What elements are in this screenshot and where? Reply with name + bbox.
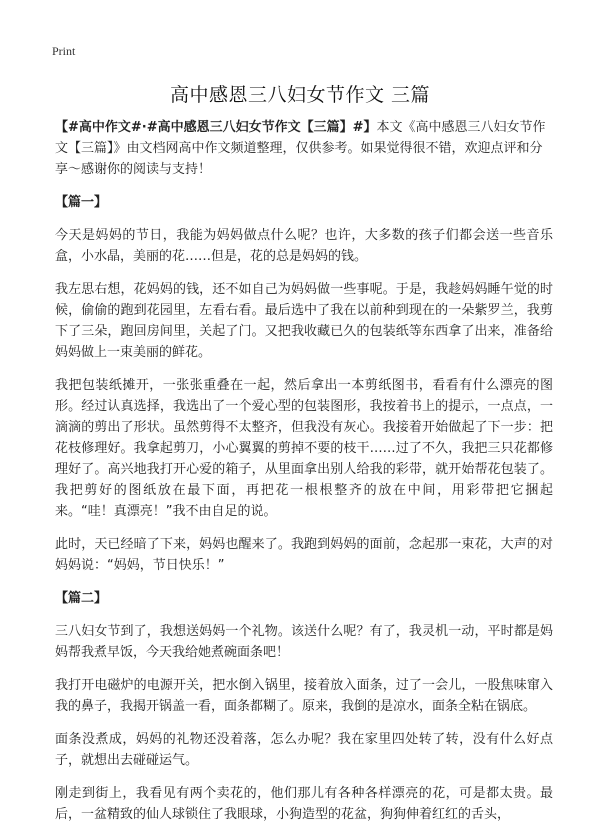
paragraph: 此时，天已经暗了下来，妈妈也醒来了。我跑到妈妈的面前，念起那一束花，大声的对妈妈说：“妈妈，节日快乐！” (55, 537, 553, 573)
paragraph: 三八妇女节到了，我想送妈妈一个礼物。该送什么呢？有了，我灵机一动，平时都是妈妈帮我煮早饭，今天我给她煮碗面条吧！ (55, 624, 553, 660)
document-title: 高中感恩三八妇女节作文 三篇 (169, 84, 431, 106)
paragraph: 我左思右想，花妈妈的钱，还不如自己为妈妈做一些事呢。于是，我趁妈妈睡午觉的时候，偷偷的跑到花园里，左看右看。最后选中了我在以前种到现在的一朵紫罗兰，我剪下了三朵，跑回房间里，关起了门。又把我收藏已久的包装纸等东西拿了出来，准备给妈妈做上一束美丽的鲜花。 (55, 282, 553, 360)
paragraph: 面条没煮成，妈妈的礼物还没着落，怎么办呢？我在家里四处转了转，没有什么好点子，就想出去碰碰运气。 (55, 732, 553, 768)
print-link[interactable]: Print (52, 44, 76, 58)
section-heading-2: 【篇二】 (55, 591, 108, 606)
paragraph: 我打开电磁炉的电源开关，把水倒入锅里，接着放入面条，过了一会儿，一股焦味窜入我的鼻子，我揭开锅盖一看，面条都糊了。原来，我倒的是凉水，面条全粘在锅底。 (55, 678, 553, 714)
intro-paragraph (55, 117, 553, 180)
paragraph: 今天是妈妈的节日，我能为妈妈做点什么呢？也许，大多数的孩子们都会送一些音乐盒，小水晶，美丽的花……但是，花的总是妈妈的钱。 (55, 228, 553, 264)
paragraph: 刚走到街上，我看见有两个卖花的，他们那儿有各种各样漂亮的花，可是都太贵。最后，一盆精致的仙人球锁住了我眼球，小狗造型的花盆，狗狗伸着红红的舌头， (55, 786, 553, 822)
paragraph: 我把包装纸摊开，一张张重叠在一起，然后拿出一本剪纸图书，看看有什么漂亮的图形。经过认真选择，我选出了一个爱心型的包装图形，我按着书上的提示，一点点，一滴滴的剪出了形状。虽然剪得不太整齐，但我没有灰心。我接着开始做起了下一步：把花枝修理好。我拿起剪刀，小心翼翼的剪掉不要的枝干……过了不久，我把三只花都修理好了。高兴地我打开心爱的箱子，从里面拿出别人给我的彩带，就开始帮花包装了。我把剪好的图纸放在最下面，再把花一根根整齐的放在中间，用彩带把它捆起来。“哇！真漂亮！”我不由自足的说。 (55, 378, 553, 519)
intro-text: 本文《高中感恩三八妇女节作文【三篇】》由文档网高中作文频道整理，仅供参考。如果觉得很不错，欢迎点评和分享～感谢你的阅读与支持！ (55, 120, 546, 177)
section-heading-1: 【篇一】 (55, 195, 108, 210)
document-body (55, 117, 553, 837)
intro-tags: 【#高中作文#·#高中感恩三八妇女节作文【三篇】#】 (55, 120, 377, 135)
